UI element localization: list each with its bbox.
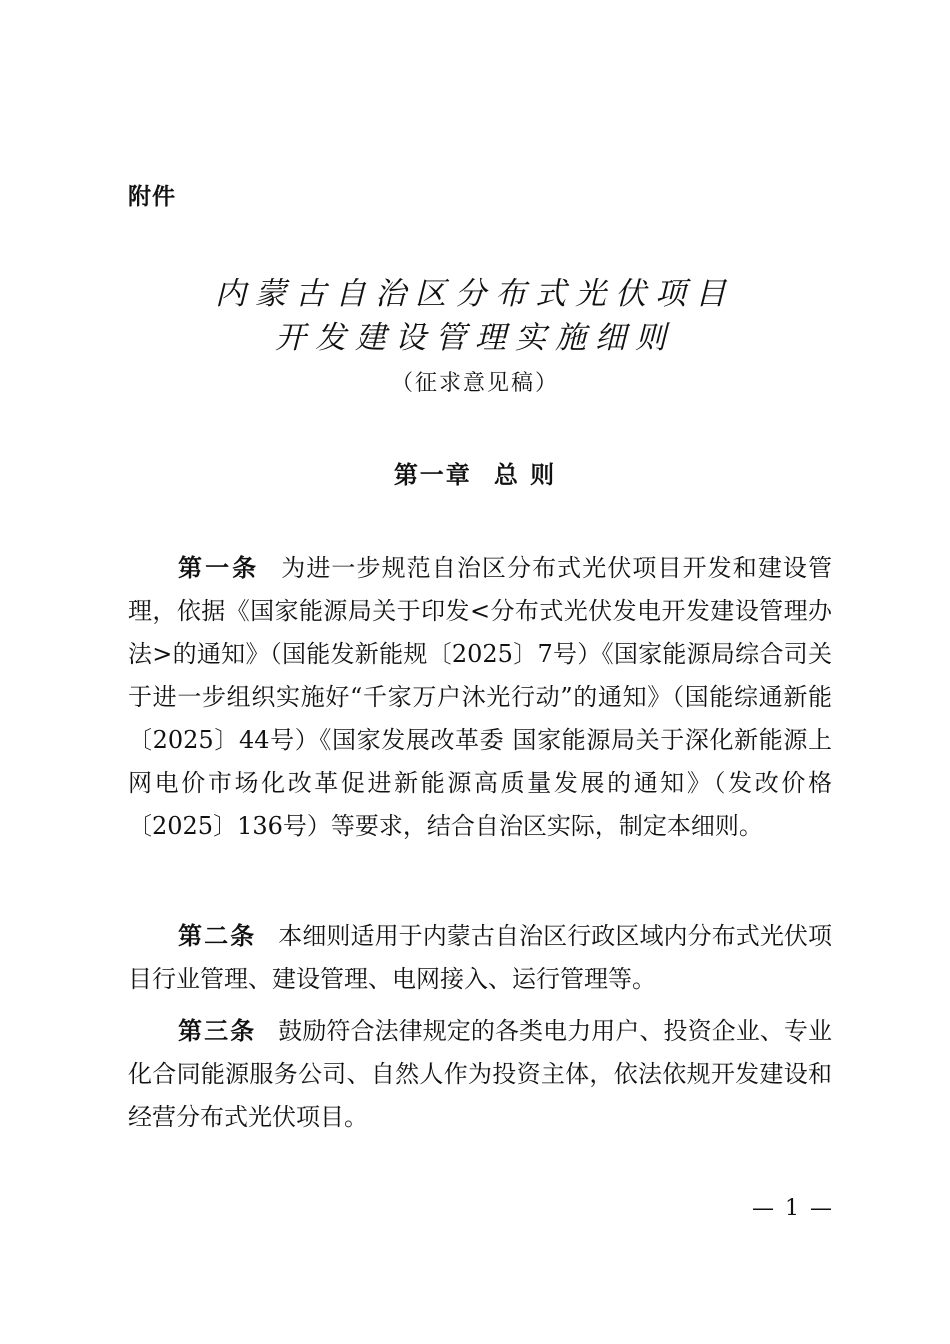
article-3	[128, 1010, 832, 1139]
chapter-name: 总 则	[493, 461, 557, 489]
document-title-line-1: 内蒙古自治区分布式光伏项目	[215, 276, 735, 312]
article-2	[128, 915, 832, 1001]
article-text: 鼓励符合法律规定的各类电力用户、投资企业、专业化合同能源服务公司、自然人作为投资主体，依法依规开发建设和经营分布式光伏项目。	[128, 1017, 833, 1131]
chapter-number: 第一章	[393, 461, 472, 489]
document-subtitle: （征求意见稿）	[390, 371, 559, 396]
article-text: 本细则适用于内蒙古自治区行政区域内分布式光伏项目行业管理、建设管理、电网接入、运行管理等。	[128, 922, 833, 993]
document-title-line-2: 开发建设管理实施细则	[275, 320, 675, 356]
article-1	[128, 547, 832, 848]
article-label: 第二条	[178, 922, 257, 950]
article-label: 第一条	[178, 554, 260, 582]
chapter-heading	[0, 455, 950, 490]
attachment-label: 附件	[128, 184, 176, 210]
article-label: 第三条	[178, 1017, 257, 1045]
article-text: 为进一步规范自治区分布式光伏项目开发和建设管理，依据《国家能源局关于印发<分布式光伏发电开发建设管理办法>的通知》（国能发新能规〔2025〕7号）《国家能源局综合司关于进一步组织实施好“千家万户沐光行动”的通知》（国能综通新能〔2025〕44号）《国家发展改革委 国家能源局关于深化新能源上网电价市场化改革促进新能源高质量发展的通知》（发改价格〔2025〕136号）等要求，结合自治区实际，制定本细则。	[128, 554, 832, 840]
page-number: — 1 —	[752, 1196, 834, 1221]
